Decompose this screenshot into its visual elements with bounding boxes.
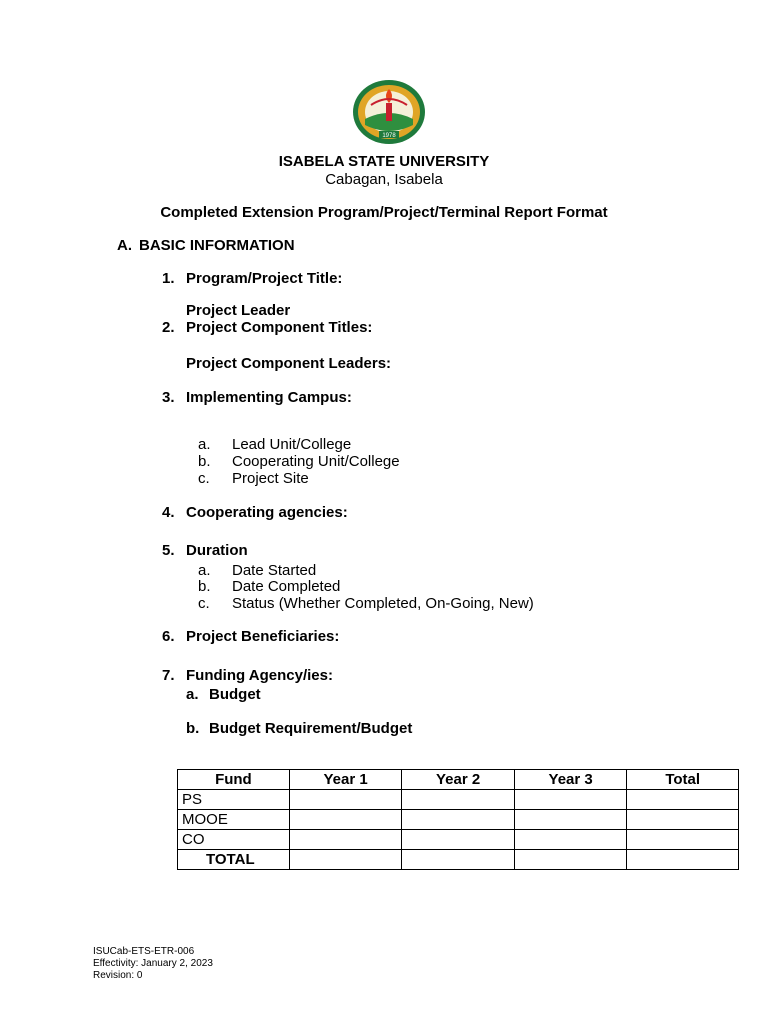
footer-revision: Revision: 0 xyxy=(93,970,143,981)
table-total-row xyxy=(178,850,739,870)
item-3a-text: Lead Unit/College xyxy=(232,436,352,453)
table-cell xyxy=(514,850,627,870)
item-1-number: 1. xyxy=(162,270,175,287)
university-name: ISABELA STATE UNIVERSITY xyxy=(278,153,490,170)
table-cell xyxy=(627,790,739,810)
campus-location: Cabagan, Isabela xyxy=(325,171,443,188)
item-5a-marker: a. xyxy=(198,562,211,579)
table-cell xyxy=(402,790,515,810)
row-label-co: CO xyxy=(178,830,290,850)
item-5b-marker: b. xyxy=(198,578,211,595)
item-4-number: 4. xyxy=(162,504,175,521)
item-2-number: 2. xyxy=(162,319,175,336)
budget-table xyxy=(177,769,739,870)
item-3c-text: Project Site xyxy=(232,470,309,487)
item-7b-marker: b. xyxy=(186,720,200,737)
col-header-fund: Fund xyxy=(178,770,290,790)
table-cell xyxy=(514,830,627,850)
footer-document-code: ISUCab-ETS-ETR-006 xyxy=(93,946,195,957)
item-5a-text: Date Started xyxy=(232,562,317,579)
item-4-label: Cooperating agencies: xyxy=(186,504,348,521)
table-header-row xyxy=(178,770,739,790)
col-header-year-2: Year 2 xyxy=(402,770,515,790)
row-label-ps: PS xyxy=(178,790,290,810)
item-7-number: 7. xyxy=(162,667,175,684)
item-1-sub-label: Project Leader xyxy=(186,302,291,319)
table-cell xyxy=(627,810,739,830)
table-cell xyxy=(627,830,739,850)
item-3a-marker: a. xyxy=(198,436,211,453)
item-3-label: Implementing Campus: xyxy=(186,389,352,406)
table-cell xyxy=(402,830,515,850)
item-6-number: 6. xyxy=(162,628,175,645)
item-7a-marker: a. xyxy=(186,686,199,703)
table-cell xyxy=(289,830,402,850)
table-cell xyxy=(514,790,627,810)
item-5-number: 5. xyxy=(162,542,175,559)
item-2-label: Project Component Titles: xyxy=(186,319,373,336)
table-row xyxy=(178,830,739,850)
report-title: Completed Extension Program/Project/Terminal Report Format xyxy=(160,204,608,221)
item-6-label: Project Beneficiaries: xyxy=(186,628,340,645)
seal-year: 1978 xyxy=(382,133,396,139)
item-3c-marker: c. xyxy=(198,470,210,487)
table-cell xyxy=(402,850,515,870)
row-label-mooe: MOOE xyxy=(178,810,290,830)
item-5-label: Duration xyxy=(186,542,248,559)
table-cell xyxy=(289,810,402,830)
table-cell xyxy=(627,850,739,870)
item-3b-marker: b. xyxy=(198,453,211,470)
item-2-sub-label: Project Component Leaders: xyxy=(186,355,392,372)
table-cell xyxy=(289,790,402,810)
university-seal-logo xyxy=(351,79,427,145)
col-header-year-1: Year 1 xyxy=(289,770,402,790)
item-1-label: Program/Project Title: xyxy=(186,270,343,287)
table-cell xyxy=(402,810,515,830)
table-row xyxy=(178,810,739,830)
table-cell xyxy=(289,850,402,870)
item-7a-text: Budget xyxy=(209,686,261,703)
item-3b-text: Cooperating Unit/College xyxy=(232,453,400,470)
item-7-label: Funding Agency/ies: xyxy=(186,667,333,684)
row-label-total: TOTAL xyxy=(178,850,290,870)
item-5b-text: Date Completed xyxy=(232,578,341,595)
item-5c-marker: c. xyxy=(198,595,210,612)
table-cell xyxy=(514,810,627,830)
item-7b-text: Budget Requirement/Budget xyxy=(209,720,413,737)
section-a-marker: A. xyxy=(117,237,132,254)
footer-effectivity: Effectivity: January 2, 2023 xyxy=(93,958,213,969)
item-3-number: 3. xyxy=(162,389,175,406)
item-5c-text: Status (Whether Completed, On-Going, New) xyxy=(232,595,534,612)
col-header-total: Total xyxy=(627,770,739,790)
section-a-title: BASIC INFORMATION xyxy=(139,237,295,254)
table-row xyxy=(178,790,739,810)
col-header-year-3: Year 3 xyxy=(514,770,627,790)
